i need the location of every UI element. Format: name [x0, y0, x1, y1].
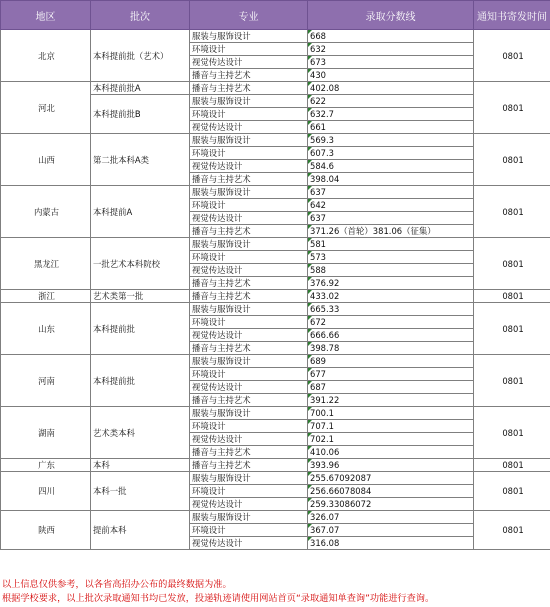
- batch-cell: 第二批本科A类: [91, 134, 190, 186]
- major-cell: 环境设计: [190, 420, 308, 433]
- score-cell: 573: [308, 251, 474, 264]
- score-cell: 642: [308, 199, 474, 212]
- major-cell: 服装与服饰设计: [190, 30, 308, 43]
- region-cell: 河北: [1, 82, 91, 134]
- major-cell: 视觉传达设计: [190, 121, 308, 134]
- notice-date-cell: 0801: [474, 459, 550, 472]
- score-cell: 391.22: [308, 394, 474, 407]
- batch-cell: 本科提前批: [91, 303, 190, 355]
- score-cell: 637: [308, 212, 474, 225]
- major-cell: 视觉传达设计: [190, 160, 308, 173]
- header-major: 专业: [190, 1, 308, 30]
- table-row: [1, 355, 550, 368]
- table-row: [1, 472, 550, 485]
- major-cell: 服装与服饰设计: [190, 186, 308, 199]
- notice-date-cell: 0801: [474, 186, 550, 238]
- major-cell: 播音与主持艺术: [190, 459, 308, 472]
- score-cell: 702.1: [308, 433, 474, 446]
- header-region: 地区: [1, 1, 91, 30]
- batch-cell: 本科提前批: [91, 355, 190, 407]
- major-cell: 视觉传达设计: [190, 264, 308, 277]
- major-cell: 环境设计: [190, 43, 308, 56]
- batch-cell: 本科提前批A: [91, 82, 190, 95]
- major-cell: 服装与服饰设计: [190, 238, 308, 251]
- score-cell: 677: [308, 368, 474, 381]
- score-cell: 376.92: [308, 277, 474, 290]
- major-cell: 环境设计: [190, 251, 308, 264]
- batch-cell: 本科提前批（艺术）: [91, 30, 190, 82]
- major-cell: 播音与主持艺术: [190, 277, 308, 290]
- score-cell: 689: [308, 355, 474, 368]
- score-cell: 632: [308, 43, 474, 56]
- batch-cell: 一批艺术本科院校: [91, 238, 190, 290]
- footnote-disclaimer: 以上信息仅供参考，以各省高招办公布的最终数据为准。: [2, 579, 232, 590]
- table-row: [1, 459, 550, 472]
- batch-cell: 艺术类本科: [91, 407, 190, 459]
- table-row: [1, 407, 550, 420]
- major-cell: 视觉传达设计: [190, 329, 308, 342]
- score-cell: 584.6: [308, 160, 474, 173]
- footnote-delivery: 根据学校要求，以上批次录取通知书均已发放，投递轨迹请使用网站首页“录取通知单查询”功能进行查询。: [2, 593, 435, 604]
- major-cell: 视觉传达设计: [190, 56, 308, 69]
- table-row: [1, 82, 550, 95]
- notice-date-cell: 0801: [474, 238, 550, 290]
- batch-cell: 本科一批: [91, 472, 190, 511]
- major-cell: 服装与服饰设计: [190, 511, 308, 524]
- major-cell: 服装与服饰设计: [190, 303, 308, 316]
- score-cell: 581: [308, 238, 474, 251]
- score-cell: 259.33086072: [308, 498, 474, 511]
- score-cell: 622: [308, 95, 474, 108]
- score-cell: 672: [308, 316, 474, 329]
- major-cell: 服装与服饰设计: [190, 355, 308, 368]
- score-cell: 666.66: [308, 329, 474, 342]
- major-cell: 服装与服饰设计: [190, 407, 308, 420]
- score-cell: 700.1: [308, 407, 474, 420]
- table-body: [1, 30, 550, 550]
- region-cell: 陕西: [1, 511, 91, 550]
- table-row: [1, 186, 550, 199]
- table-row: [1, 303, 550, 316]
- batch-cell: 本科: [91, 459, 190, 472]
- score-cell: 393.96: [308, 459, 474, 472]
- header-batch: 批次: [91, 1, 190, 30]
- footnotes: [2, 578, 548, 606]
- major-cell: 环境设计: [190, 485, 308, 498]
- major-cell: 播音与主持艺术: [190, 225, 308, 238]
- score-cell: 430: [308, 69, 474, 82]
- score-cell: 661: [308, 121, 474, 134]
- major-cell: 播音与主持艺术: [190, 446, 308, 459]
- table-row: [1, 511, 550, 524]
- header-score: 录取分数线: [308, 1, 474, 30]
- major-cell: 播音与主持艺术: [190, 290, 308, 303]
- table-row: [1, 290, 550, 303]
- major-cell: 播音与主持艺术: [190, 69, 308, 82]
- major-cell: 环境设计: [190, 199, 308, 212]
- score-cell: 588: [308, 264, 474, 277]
- major-cell: 视觉传达设计: [190, 381, 308, 394]
- score-cell: 410.06: [308, 446, 474, 459]
- major-cell: 环境设计: [190, 316, 308, 329]
- score-cell: 665.33: [308, 303, 474, 316]
- score-cell: 687: [308, 381, 474, 394]
- region-cell: 浙江: [1, 290, 91, 303]
- region-cell: 河南: [1, 355, 91, 407]
- score-cell: 673: [308, 56, 474, 69]
- major-cell: 视觉传达设计: [190, 498, 308, 511]
- score-cell: 433.02: [308, 290, 474, 303]
- score-cell: 398.78: [308, 342, 474, 355]
- notice-date-cell: 0801: [474, 30, 550, 82]
- table-row: [1, 238, 550, 251]
- table-row: [1, 30, 550, 43]
- score-cell: 569.3: [308, 134, 474, 147]
- region-cell: 山西: [1, 134, 91, 186]
- score-cell: 316.08: [308, 537, 474, 550]
- major-cell: 播音与主持艺术: [190, 342, 308, 355]
- major-cell: 环境设计: [190, 524, 308, 537]
- major-cell: 环境设计: [190, 368, 308, 381]
- batch-cell: 艺术类第一批: [91, 290, 190, 303]
- region-cell: 山东: [1, 303, 91, 355]
- notice-date-cell: 0801: [474, 290, 550, 303]
- notice-date-cell: 0801: [474, 355, 550, 407]
- notice-date-cell: 0801: [474, 472, 550, 511]
- score-cell: 256.66078084: [308, 485, 474, 498]
- header-date: 通知书寄发时间: [474, 1, 550, 30]
- score-cell: 371.26（首轮）381.06（征集）: [308, 225, 474, 238]
- score-cell: 398.04: [308, 173, 474, 186]
- score-cell: 632.7: [308, 108, 474, 121]
- table-row: [1, 134, 550, 147]
- region-cell: 广东: [1, 459, 91, 472]
- batch-cell: 本科提前批B: [91, 95, 190, 134]
- score-cell: 367.07: [308, 524, 474, 537]
- major-cell: 播音与主持艺术: [190, 394, 308, 407]
- header-row: [1, 1, 550, 30]
- major-cell: 播音与主持艺术: [190, 173, 308, 186]
- major-cell: 服装与服饰设计: [190, 95, 308, 108]
- notice-date-cell: 0801: [474, 134, 550, 186]
- notice-date-cell: 0801: [474, 407, 550, 459]
- score-cell: 637: [308, 186, 474, 199]
- notice-date-cell: 0801: [474, 82, 550, 134]
- region-cell: 黑龙江: [1, 238, 91, 290]
- batch-cell: 本科提前A: [91, 186, 190, 238]
- major-cell: 视觉传达设计: [190, 537, 308, 550]
- score-cell: 255.67092087: [308, 472, 474, 485]
- major-cell: 播音与主持艺术: [190, 82, 308, 95]
- notice-date-cell: 0801: [474, 511, 550, 550]
- major-cell: 视觉传达设计: [190, 212, 308, 225]
- score-cell: 402.08: [308, 82, 474, 95]
- major-cell: 服装与服饰设计: [190, 472, 308, 485]
- major-cell: 视觉传达设计: [190, 433, 308, 446]
- region-cell: 湖南: [1, 407, 91, 459]
- major-cell: 服装与服饰设计: [190, 134, 308, 147]
- score-cell: 668: [308, 30, 474, 43]
- region-cell: 内蒙古: [1, 186, 91, 238]
- major-cell: 环境设计: [190, 108, 308, 121]
- score-cell: 707.1: [308, 420, 474, 433]
- region-cell: 北京: [1, 30, 91, 82]
- batch-cell: 提前本科: [91, 511, 190, 550]
- notice-date-cell: 0801: [474, 303, 550, 355]
- score-cell: 607.3: [308, 147, 474, 160]
- major-cell: 环境设计: [190, 147, 308, 160]
- region-cell: 四川: [1, 472, 91, 511]
- score-cell: 326.07: [308, 511, 474, 524]
